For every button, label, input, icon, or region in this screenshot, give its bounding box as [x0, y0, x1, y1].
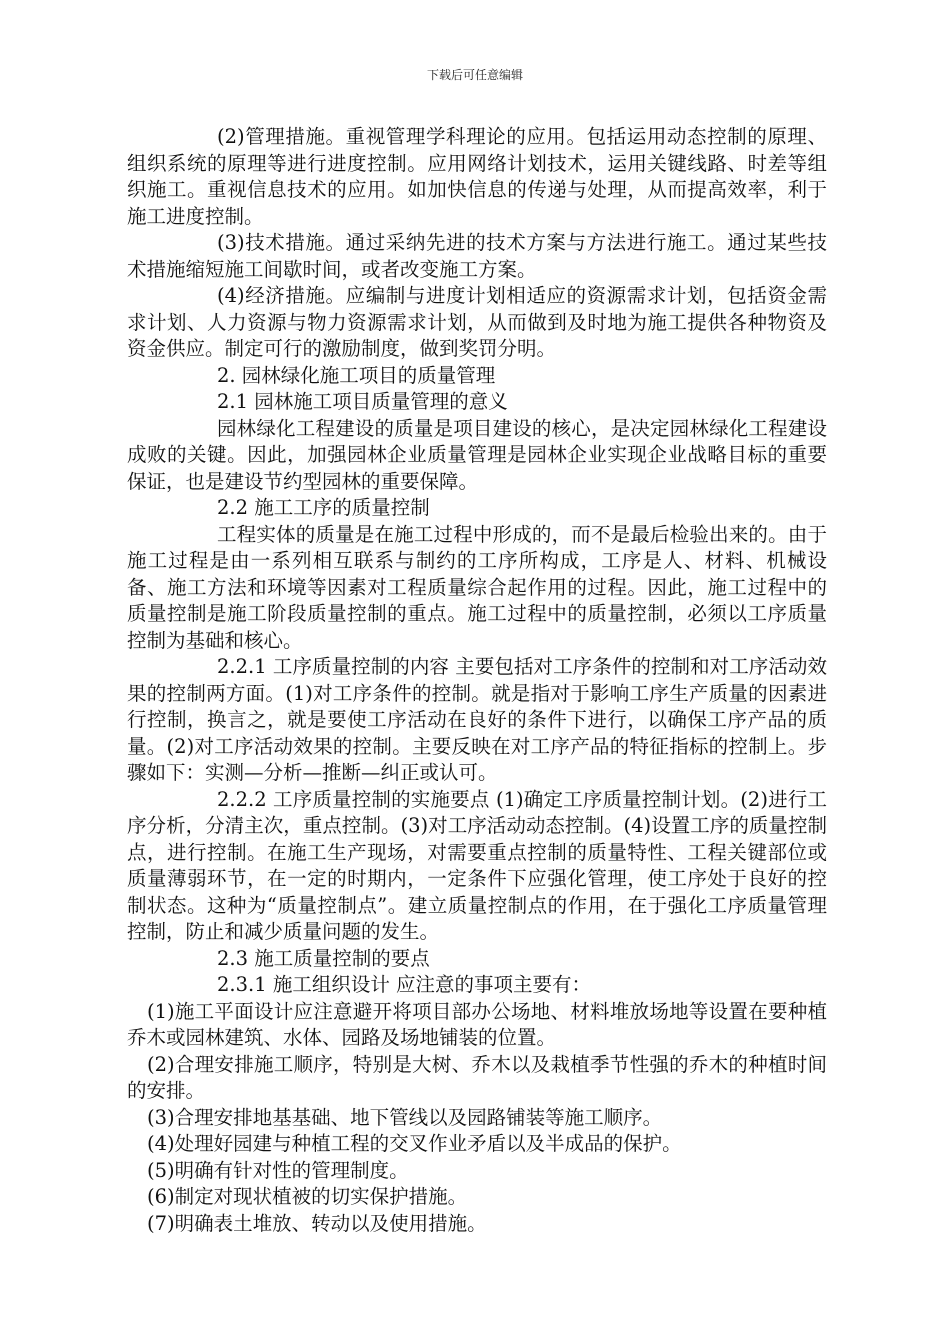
list-item: (1)施工平面设计应注意避开将项目部办公场地、材料堆放场地等设置在要种植乔木或园林建筑、水体、园路及场地铺装的位置。 — [127, 999, 827, 1049]
list-item: (6)制定对现状植被的切实保护措施。 — [147, 1185, 468, 1208]
paragraph: (4)经济措施。应编制与进度计划相适应的资源需求计划，包括资金需求计划、人力资源与物力资源需求计划，从而做到及时地为施工提供各种物资及资金供应。制定可行的激励制度，做到奖罚分明。 — [127, 284, 827, 360]
subsection-heading: 2.2 施工工序的质量控制 — [217, 496, 430, 519]
paragraph: (3)技术措施。通过采纳先进的技术方案与方法进行施工。通过某些技术措施缩短施工间歇时间，或者改变施工方案。 — [127, 231, 827, 281]
page-header: 下载后可任意编辑 — [426, 68, 523, 82]
list-item: (7)明确表土堆放、转动以及使用措施。 — [147, 1211, 487, 1235]
paragraph: 2.2.1 工序质量控制的内容 主要包括对工序条件的控制和对工序活动效果的控制两方面。(1)对工序条件的控制。就是指对于影响工序生产质量的因素进行控制，换言之，就是要使工序活动在良好的条件下进行，以确保工序产品的质量。(2)对工序活动效果的控制。主要反映在对工序产品的特征指标的控制上。步骤如下：实测—分析—推断—纠正或认可。 — [127, 655, 827, 784]
paragraph: 园林绿化工程建设的质量是项目建设的核心，是决定园林绿化工程建设成败的关键。因此，加强园林企业质量管理是园林企业实现企业战略目标的重要保证，也是建设节约型园林的重要保障。 — [127, 416, 827, 493]
paragraph: 工程实体的质量是在施工过程中形成的，而不是最后检验出来的。由于施工过程是由一系列相互联系与制约的工序所构成，工序是人、材料、机械设备、施工方法和环境等因素对工程质量综合起作用的过程。因此，施工过程中的质量控制是施工阶段质量控制的重点。施工过程中的质量控制，必须以工序质量控制为基础和核心。 — [127, 522, 827, 652]
list-item: (4)处理好园建与种植工程的交叉作业矛盾以及半成品的保护。 — [147, 1132, 682, 1155]
document-body — [127, 124, 827, 1237]
paragraph: 2.3.1 施工组织设计 应注意的事项主要有： — [217, 973, 592, 996]
list-item: (2)合理安排施工顺序，特别是大树、乔木以及栽植季节性强的乔木的种植时间的安排。 — [127, 1052, 827, 1102]
list-item: (5)明确有针对性的管理制度。 — [147, 1158, 409, 1182]
paragraph: (2)管理措施。重视管理学科理论的应用。包括运用动态控制的原理、组织系统的原理等进行进度控制。应用网络计划技术，运用关键线路、时差等组织施工。重视信息技术的应用。如加快信息的传递与处理，从而提高效率，利于施工进度控制。 — [127, 125, 827, 228]
list-item: (3)合理安排地基基础、地下管线以及园路铺装等施工顺序。 — [147, 1105, 663, 1129]
subsection-heading: 2.1 园林施工项目质量管理的意义 — [217, 390, 508, 413]
subsection-heading: 2.3 施工质量控制的要点 — [217, 946, 430, 970]
section-heading: 2. 园林绿化施工项目的质量管理 — [217, 363, 496, 387]
paragraph: 2.2.2 工序质量控制的实施要点 (1)确定工序质量控制计划。(2)进行工序分析，分清主次，重点控制。(3)对工序活动动态控制。(4)设置工序的质量控制点，进行控制。在施工生产现场，对需要重点控制的质量特性、工程关键部位或质量薄弱环节，在一定的时期内，一定条件下应强化管理，使工序处于良好的控制状态。这种为“质量控制点”。建立质量控制点的作用，在于强化工序质量管理控制，防止和减少质量问题的发生。 — [127, 787, 827, 943]
